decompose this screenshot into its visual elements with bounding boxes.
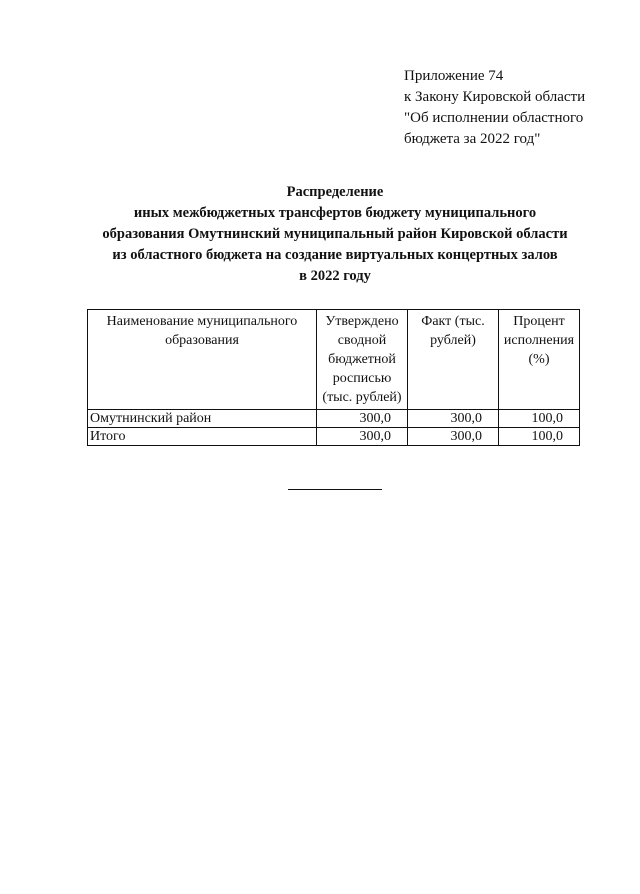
header-percent bbox=[499, 310, 580, 410]
title-line-4: из областного бюджета на создание виртуальных концертных залов bbox=[112, 247, 558, 263]
title-line-3: образования Омутнинский муниципальный район Кировской области bbox=[102, 226, 568, 242]
cell-fact: 300,0 bbox=[408, 410, 499, 428]
header-approved-label: Утверждено сводной бюджетной росписью (тыс. рублей) bbox=[322, 314, 402, 405]
appendix-number: Приложение 74 bbox=[404, 68, 504, 84]
header-fact bbox=[408, 310, 499, 410]
appendix-law: к Закону Кировской области bbox=[404, 89, 586, 105]
distribution-table bbox=[87, 309, 580, 446]
cell-total-fact: 300,0 bbox=[408, 428, 499, 446]
header-percent-label: Процент исполнения (%) bbox=[503, 314, 575, 367]
cell-total-approved: 300,0 bbox=[317, 428, 408, 446]
header-fact-label: Факт (тыс. рублей) bbox=[421, 314, 485, 348]
cell-municipality: Омутнинский район bbox=[88, 410, 317, 428]
title-line-5: в 2022 году bbox=[299, 268, 371, 284]
header-approved bbox=[317, 310, 408, 410]
appendix-law-title-2: бюджета за 2022 год" bbox=[404, 131, 541, 147]
cell-percent: 100,0 bbox=[499, 410, 580, 428]
cell-approved: 300,0 bbox=[317, 410, 408, 428]
appendix-law-title-1: "Об исполнении областного bbox=[404, 110, 584, 126]
table-header-row bbox=[88, 310, 580, 410]
header-municipality bbox=[88, 310, 317, 410]
header-municipality-label: Наименование муниципального образования bbox=[106, 314, 298, 348]
title-line-1: Распределение bbox=[286, 184, 384, 200]
end-divider bbox=[288, 489, 382, 490]
cell-total-percent: 100,0 bbox=[499, 428, 580, 446]
table-total-row bbox=[88, 428, 580, 446]
cell-total-label: Итого bbox=[88, 428, 317, 446]
table-row bbox=[88, 410, 580, 428]
appendix-header bbox=[404, 66, 585, 150]
title-line-2: иных межбюджетных трансфертов бюджету муниципального bbox=[133, 205, 537, 221]
document-title bbox=[70, 182, 600, 287]
